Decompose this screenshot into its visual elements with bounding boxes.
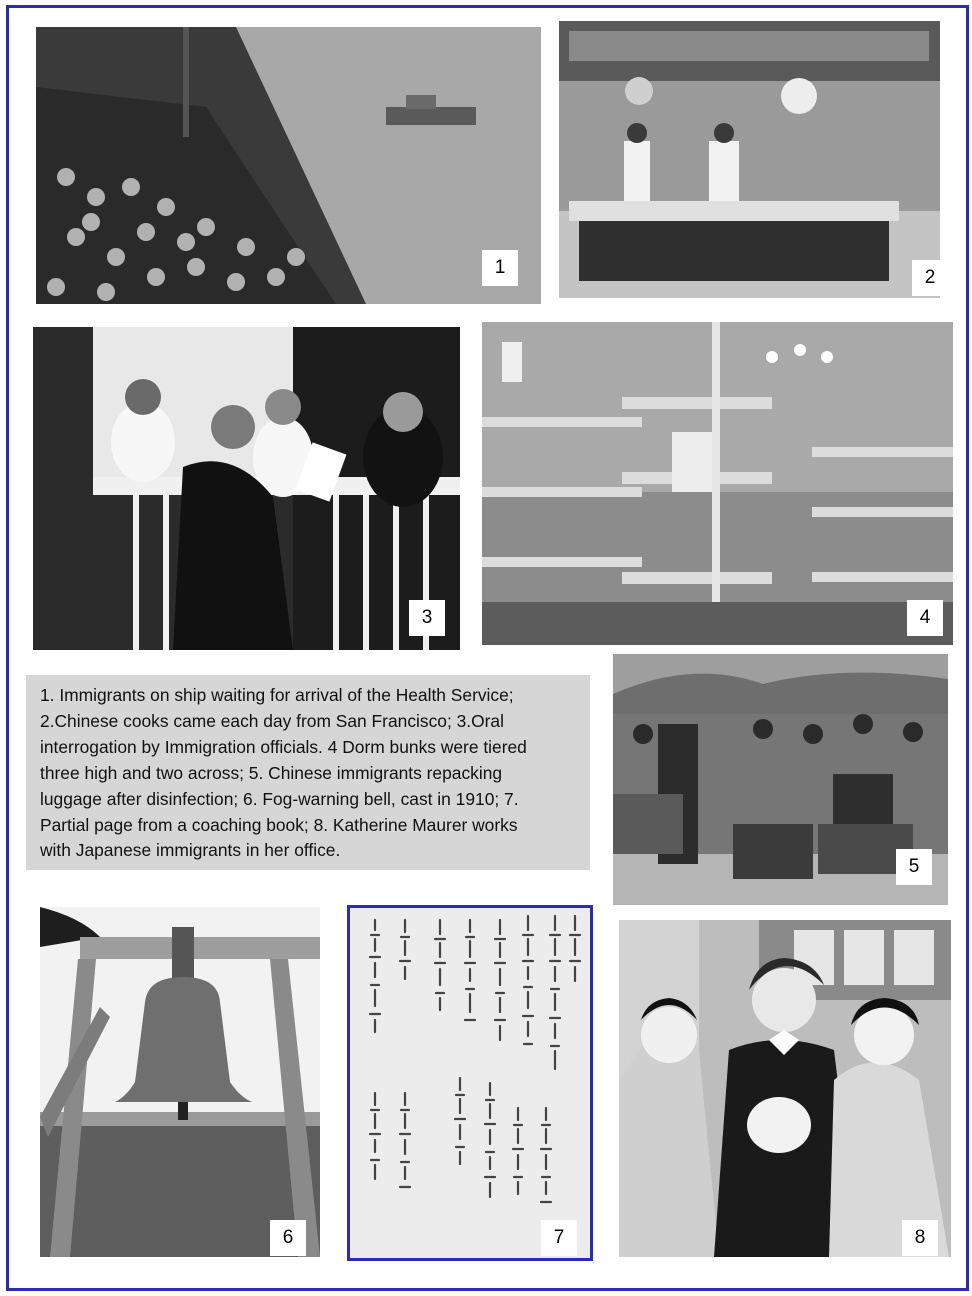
- caption-line: interrogation by Immigration officials. 4 Dorm bunks were tiered: [40, 736, 527, 757]
- photo-4-number: 4: [907, 600, 943, 636]
- photo-8-number: 8: [902, 1220, 938, 1256]
- caption-line: luggage after disinfection; 6. Fog-warning bell, cast in 1910; 7.: [40, 788, 519, 809]
- caption-line: three high and two across; 5. Chinese immigrants repacking: [40, 762, 503, 783]
- photo-6-number: 6: [270, 1220, 306, 1256]
- photo-3-interrogation: [33, 327, 460, 650]
- photo-2-number: 2: [912, 260, 948, 296]
- photo-7-number: 7: [541, 1220, 577, 1256]
- photo-5-number: 5: [896, 849, 932, 885]
- photo-1-immigrants-on-ship: [36, 27, 541, 304]
- caption-line: Partial page from a coaching book; 8. Katherine Maurer works: [40, 814, 518, 835]
- photo-4-dorm-bunks: [482, 322, 953, 645]
- photo-8-office-scene: [619, 920, 951, 1257]
- photo-2-kitchen-cooks: [559, 21, 940, 298]
- caption-line: 2.Chinese cooks came each day from San Francisco; 3.Oral: [40, 710, 504, 731]
- caption-line: with Japanese immigrants in her office.: [40, 840, 341, 861]
- photo-3-number: 3: [409, 600, 445, 636]
- photo-7-coaching-book-page: [347, 905, 593, 1261]
- photo-6-fog-bell: [40, 907, 320, 1257]
- photo-1-number: 1: [482, 250, 518, 286]
- caption-box: [26, 675, 590, 870]
- caption-line: 1. Immigrants on ship waiting for arrival of the Health Service;: [40, 685, 514, 705]
